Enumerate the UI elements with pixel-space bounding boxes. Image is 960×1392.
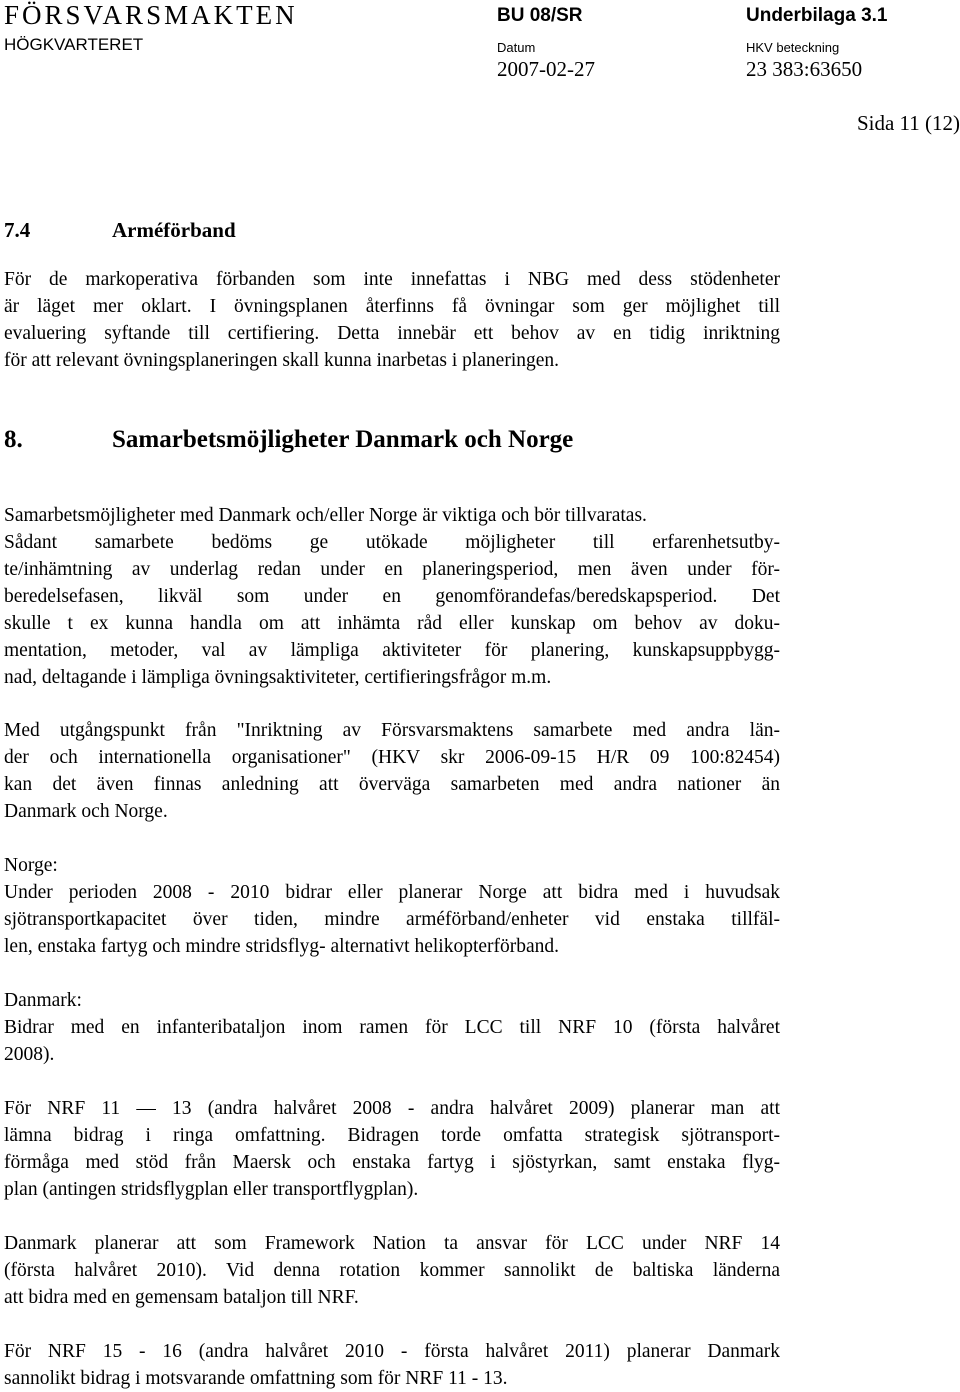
- text-line: För NRF 15 - 16 (andra halvåret 2010 - första halvåret 2011) planerar Danmark: [4, 1341, 780, 1362]
- text-line: Danmark och Norge.: [4, 801, 168, 822]
- text-line: att bidra med en gemensam bataljon till NRF.: [4, 1287, 359, 1308]
- paragraph-denmark-1: [4, 1014, 780, 1068]
- norway-label: Norge:: [4, 855, 58, 876]
- paragraph-norway: [4, 879, 780, 960]
- paragraph-denmark-3: [4, 1230, 780, 1311]
- unit-name: HÖGKVARTERET: [4, 35, 144, 54]
- text-line: (första halvåret 2010). Vid denna rotation kommer sannolikt de baltiska länderna: [4, 1260, 780, 1281]
- attachment-label: Underbilaga 3.1: [746, 5, 888, 26]
- text-line: sannolikt bidrag i motsvarande omfattning som för NRF 11 - 13.: [4, 1368, 508, 1389]
- text-line: För NRF 11 — 13 (andra halvåret 2008 - andra halvåret 2009) planerar man att: [4, 1098, 780, 1119]
- text-line: 2008).: [4, 1044, 55, 1065]
- text-line: sjötransportkapacitet över tiden, mindre arméförband/enheter vid enstaka tillfäl-: [4, 909, 780, 930]
- text-line: der och internationella organisationer" (HKV skr 2006-09-15 H/R 09 100:82454): [4, 747, 780, 768]
- text-line: te/inhämtning av underlag redan under en planeringsperiod, men även under för-: [4, 559, 780, 580]
- paragraph-denmark-2: [4, 1095, 780, 1203]
- text-line: Danmark planerar att som Framework Nation ta ansvar för LCC under NRF 14: [4, 1233, 780, 1254]
- hkv-label: HKV beteckning: [746, 40, 840, 55]
- section-heading-8: [4, 427, 573, 452]
- section-heading-7-4: [4, 220, 236, 241]
- text-line: Under perioden 2008 - 2010 bidrar eller planerar Norge att bidra med i huvudsak: [4, 882, 780, 903]
- text-line: evaluering syftande till certifiering. Detta innebär ett behov av en tidig inriktning: [4, 323, 780, 344]
- date-label: Datum: [497, 40, 536, 55]
- paragraph-samarbete: [4, 502, 780, 691]
- text-line: Bidrar med en infanteribataljon inom ramen för LCC till NRF 10 (första halvåret: [4, 1017, 780, 1038]
- section-number: 7.4: [4, 218, 31, 242]
- text-line: För de markoperativa förbanden som inte innefattas i NBG med dess stödenheter: [4, 269, 780, 290]
- text-line: mentation, metoder, val av lämpliga aktiviteter för planering, kunskapsuppbygg-: [4, 640, 780, 661]
- text-line: är läget mer oklart. I övningsplanen återfinns få övningar som ger möjlighet till: [4, 296, 780, 317]
- document-date: 2007-02-27: [497, 57, 595, 81]
- page-number: Sida 11 (12): [856, 111, 960, 135]
- denmark-label: Danmark:: [4, 990, 82, 1011]
- section-title: Samarbetsmöjligheter Danmark och Norge: [112, 426, 574, 453]
- text-line: Samarbetsmöjligheter med Danmark och/eller Norge är viktiga och bör tillvaratas.: [4, 505, 647, 526]
- section-title: Arméförband: [112, 218, 236, 242]
- text-line: beredelsefasen, likväl som under en genomförandefas/beredskapsperiod. Det: [4, 586, 780, 607]
- document-reference: BU 08/SR: [497, 5, 583, 26]
- text-line: len, enstaka fartyg och mindre stridsflyg- alternativt helikopterförband.: [4, 936, 560, 957]
- text-line: skulle t ex kunna handla om att inhämta råd eller kunskap om behov av doku-: [4, 613, 780, 634]
- paragraph-armeforband: [4, 266, 780, 374]
- text-line: Sådant samarbete bedöms ge utökade möjligheter till erfarenhetsutby-: [4, 532, 780, 553]
- text-line: nad, deltagande i lämpliga övningsaktiviteter, certifieringsfrågor m.m.: [4, 667, 552, 688]
- paragraph-denmark-4: [4, 1338, 780, 1392]
- hkv-number: 23 383:63650: [746, 57, 863, 81]
- paragraph-inriktning: [4, 717, 780, 825]
- text-line: plan (antingen stridsflygplan eller transportflygplan).: [4, 1179, 419, 1200]
- organization-name: FÖRSVARSMAKTEN: [4, 0, 298, 30]
- text-line: kan det även finnas anledning att överväga samarbeten med andra nationer än: [4, 774, 780, 795]
- section-number: 8.: [4, 426, 23, 453]
- text-line: för att relevant övningsplaneringen skall kunna inarbetas i planeringen.: [4, 350, 560, 371]
- text-line: Med utgångspunkt från "Inriktning av Försvarsmaktens samarbete med andra län-: [4, 720, 780, 741]
- text-line: lämna bidrag i ringa omfattning. Bidragen torde omfatta strategisk sjötransport-: [4, 1125, 780, 1146]
- text-line: förmåga med stöd från Maersk och enstaka fartyg i sjöstyrkan, samt enstaka flyg-: [4, 1152, 780, 1173]
